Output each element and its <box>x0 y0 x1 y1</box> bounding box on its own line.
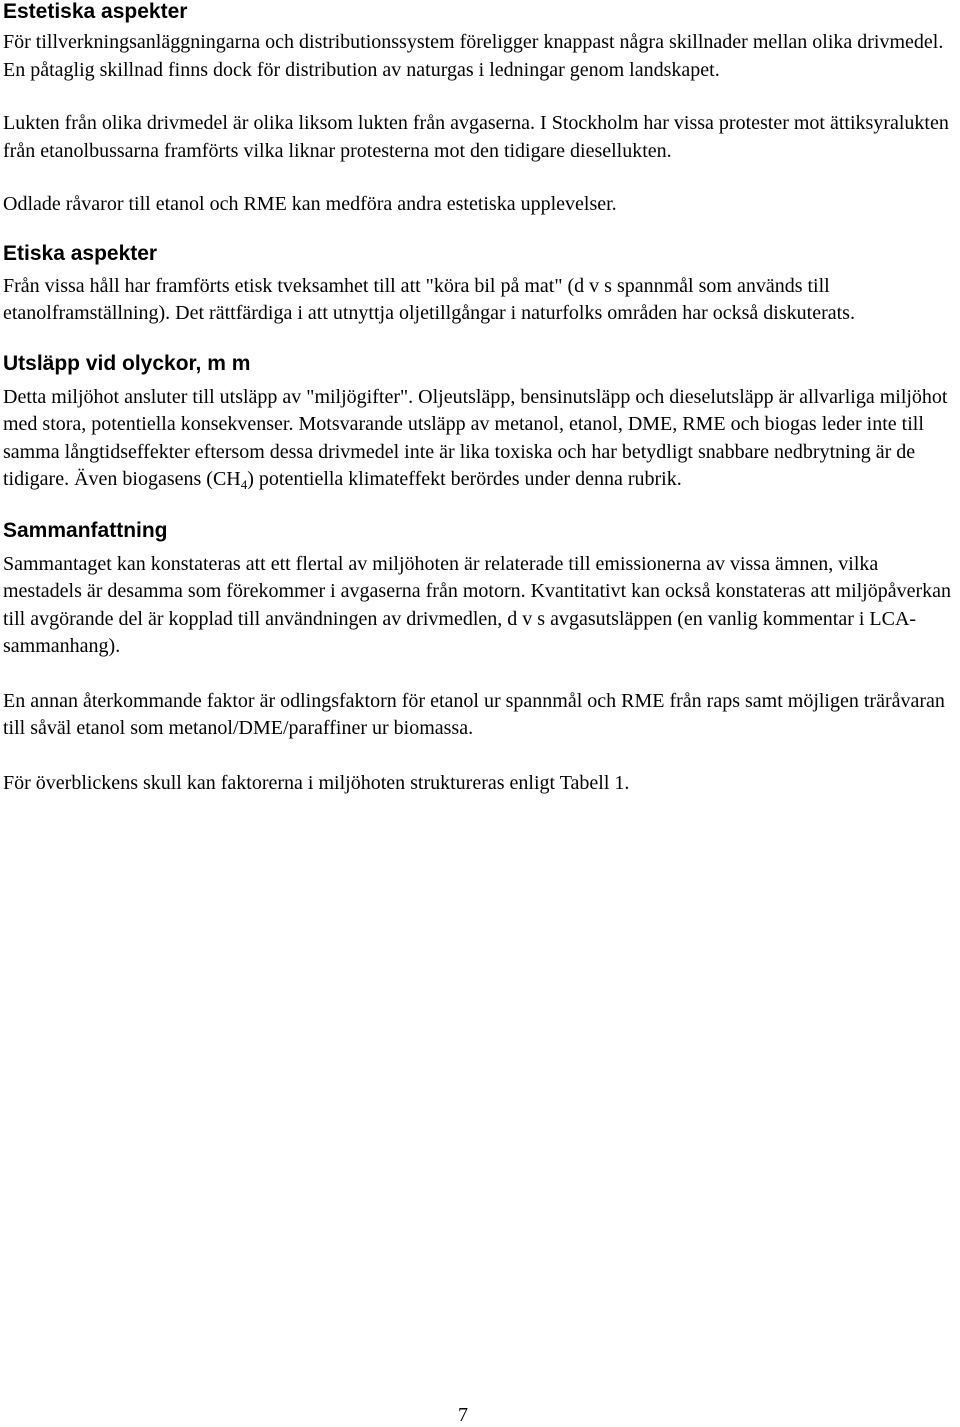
page-content <box>3 0 958 797</box>
paragraph-estetiska-1: För tillverkningsanläggningarna och distributionssystem föreligger knappast några skillnader mellan olika drivmedel. En påtaglig skillnad finns dock för distribution av naturgas i ledningar genom landskapet. <box>3 31 944 81</box>
paragraph-sammanfattning-1: Sammantaget kan konstateras att ett flertal av miljöhoten är relaterade till emissionerna av vissa ämnen, vilka mestadels är desamma som förekommer i avgaserna från motorn. Kvantitativt kan också konstateras att miljöpåverkan till avgörande del är kopplad till användningen av drivmedlen, d v s avgasutsläppen (en vanlig kommentar i LCA-sammanhang). <box>3 552 952 657</box>
paragraph-sammanfattning-2: En annan återkommande faktor är odlingsfaktorn för etanol ur spannmål och RME från raps samt möjligen träråvaran till såväl etanol som metanol/DME/paraffiner ur biomassa. <box>3 689 945 739</box>
heading-etiska-aspekter: Etiska aspekter <box>3 241 158 265</box>
heading-sammanfattning: Sammanfattning <box>3 518 168 542</box>
paragraph-utslapp-1 <box>3 384 958 495</box>
heading-utslapp-vid-olyckor: Utsläpp vid olyckor, m m <box>3 351 251 375</box>
paragraph-etiska-1: Från vissa håll har framförts etisk tveksamhet till att "köra bil på mat" (d v s spannmål som används till etanolframställning). Det rättfärdiga i att utnyttja oljetillgångar i naturfolks områden har också diskuterats. <box>3 274 855 324</box>
paragraph-utslapp-text-after: ) potentiella klimateffekt berördes under denna rubrik. <box>247 468 682 490</box>
paragraph-utslapp-text-before: Detta miljöhot ansluter till utsläpp av "miljögifter". Oljeutsläpp, bensinutsläpp och dieselutsläpp är allvarliga miljöhot med stora, potentiella konsekvenser. Motsvarande utsläpp av metanol, etanol, DME, RME och biogas leder inte till samma långtidseffekter eftersom dessa drivmedel inte är lika toxiska och har betydligt snabbare nedbrytning är de tidigare. Även biogasens (CH <box>3 385 948 490</box>
page-number: 7 <box>458 1404 468 1426</box>
heading-estetiska-aspekter: Estetiska aspekter <box>3 0 188 23</box>
subscript-4: 4 <box>240 477 248 492</box>
paragraph-estetiska-3: Odlade råvaror till etanol och RME kan medföra andra estetiska upplevelser. <box>3 193 617 215</box>
paragraph-estetiska-2: Lukten från olika drivmedel är olika liksom lukten från avgaserna. I Stockholm har vissa protester mot ättiksyralukten från etanolbussarna framförts vilka liknar protesterna mot den tidigare diesellukten. <box>3 112 949 162</box>
paragraph-sammanfattning-3: För överblickens skull kan faktorerna i miljöhoten struktureras enligt Tabell 1. <box>3 771 630 794</box>
